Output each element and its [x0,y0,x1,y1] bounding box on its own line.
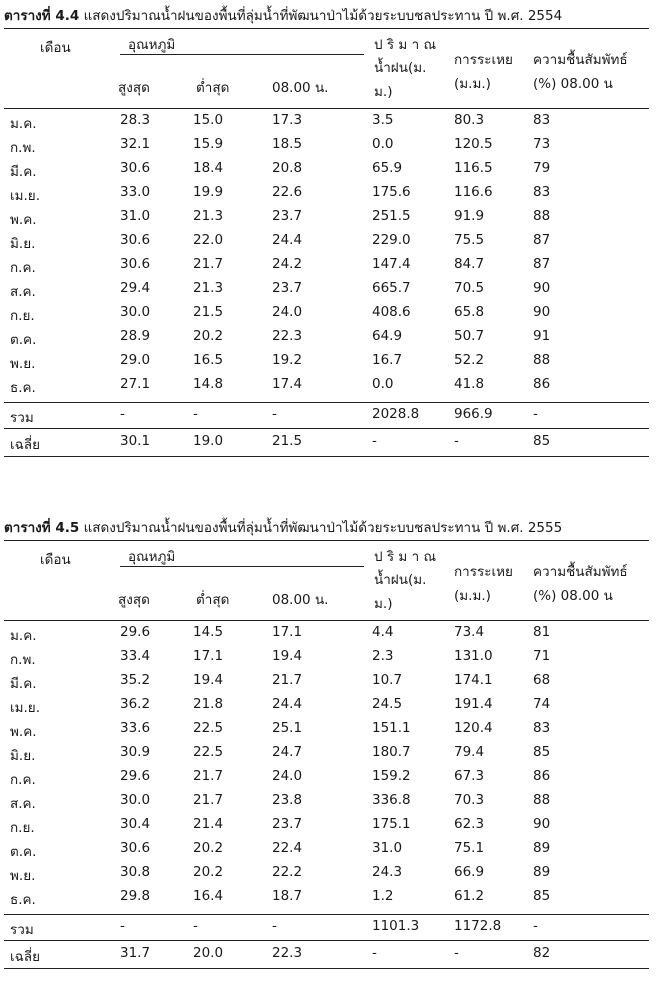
table-row [0,352,657,376]
data-table [0,0,657,488]
value-cell: 30.6 [120,160,151,176]
value-cell: 20.8 [272,160,303,176]
table-row [0,648,657,672]
month-cell: มิ.ย. [10,748,36,764]
average-row [0,945,657,969]
month-cell: ม.ค. [10,116,37,132]
value-cell: 229.0 [372,232,411,248]
value-cell: 131.0 [454,648,493,664]
header-rainfall-2: น้ำฝน(ม. [374,60,427,76]
value-cell: 15.0 [193,112,224,128]
total-cell: - [120,918,125,934]
value-cell: 25.1 [272,720,303,736]
value-cell: 18.5 [272,136,303,152]
value-cell: 24.4 [272,232,303,248]
table-row [0,160,657,184]
header-rainfall-3: ม.) [374,596,393,612]
header-month: เดือน [40,552,71,568]
average-top-rule [4,428,649,429]
value-cell: 87 [533,232,551,248]
value-cell: 21.7 [193,792,224,808]
value-cell: 86 [533,768,551,784]
total-cell: - [272,406,277,422]
header-humidity-1: ความชื้นสัมพัทธ์ [533,52,628,68]
value-cell: 21.7 [272,672,303,688]
month-cell: ต.ค. [10,844,37,860]
table-title: แสดงปริมาณน้ำฝนของพื้นที่ลุ่มน้ำที่พัฒนาป่าไม้ด้วยระบบชลประทาน ปี พ.ศ. 2555 [83,520,563,536]
value-cell: 90 [533,304,551,320]
value-cell: 21.3 [193,280,224,296]
header-min-temp: ต่ำสุด [196,80,230,96]
value-cell: 30.0 [120,792,151,808]
value-cell: 65.8 [454,304,485,320]
value-cell: 0.0 [372,376,394,392]
value-cell: 36.2 [120,696,151,712]
month-cell: มี.ค. [10,164,37,180]
value-cell: 0.0 [372,136,394,152]
value-cell: 22.3 [272,328,303,344]
month-cell: ก.ย. [10,308,35,324]
table-label: ตารางที่ 4.4 [4,8,80,24]
value-cell: 16.4 [193,888,224,904]
value-cell: 67.3 [454,768,485,784]
value-cell: 4.4 [372,624,394,640]
value-cell: 2.3 [372,648,394,664]
table-row [0,328,657,352]
total-cell: 1172.8 [454,918,502,934]
header-temperature: อุณหภูมิ [128,37,176,53]
value-cell: 17.1 [272,624,303,640]
value-cell: 90 [533,816,551,832]
table-bottom-rule [4,968,649,969]
header-rainfall-1: ป ริ ม า ณ [374,549,436,565]
value-cell: 64.9 [372,328,403,344]
value-cell: 31.0 [372,840,403,856]
month-cell: ก.ย. [10,820,35,836]
value-cell: 174.1 [454,672,493,688]
value-cell: 19.2 [272,352,303,368]
value-cell: 30.8 [120,864,151,880]
table-row [0,672,657,696]
value-cell: 71 [533,648,551,664]
table-top-rule [4,28,649,29]
header-min-temp: ต่ำสุด [196,592,230,608]
value-cell: 79.4 [454,744,485,760]
value-cell: 23.7 [272,816,303,832]
header-evaporation-1: การระเหย [454,52,513,68]
total-cell: - [272,918,277,934]
value-cell: 151.1 [372,720,411,736]
header-temp-0800: 08.00 น. [272,80,329,96]
value-cell: 22.6 [272,184,303,200]
value-cell: 91 [533,328,551,344]
value-cell: 147.4 [372,256,411,272]
header-max-temp: สูงสุด [118,80,150,96]
value-cell: 24.0 [272,304,303,320]
value-cell: 83 [533,112,551,128]
table-row [0,304,657,328]
value-cell: 73.4 [454,624,485,640]
header-bottom-rule [4,108,649,109]
value-cell: 20.2 [193,328,224,344]
table-row [0,840,657,864]
value-cell: 87 [533,256,551,272]
value-cell: 191.4 [454,696,493,712]
table-row [0,816,657,840]
table-row [0,624,657,648]
value-cell: 90 [533,280,551,296]
header-temperature: อุณหภูมิ [128,549,176,565]
value-cell: 17.3 [272,112,303,128]
month-cell: ส.ค. [10,796,36,812]
value-cell: 70.3 [454,792,485,808]
total-cell: - [120,406,125,422]
value-cell: 120.5 [454,136,493,152]
value-cell: 1.2 [372,888,394,904]
total-cell: 966.9 [454,406,493,422]
table-row [0,696,657,720]
month-cell: ต.ค. [10,332,37,348]
value-cell: 116.6 [454,184,493,200]
average-cell: - [454,433,459,449]
month-cell: พ.ย. [10,868,36,884]
value-cell: 18.4 [193,160,224,176]
total-cell: 2028.8 [372,406,420,422]
month-cell: มิ.ย. [10,236,36,252]
month-cell: ธ.ค. [10,380,36,396]
value-cell: 30.6 [120,256,151,272]
value-cell: 89 [533,840,551,856]
average-cell: 22.3 [272,945,303,961]
value-cell: 180.7 [372,744,411,760]
value-cell: 79 [533,160,551,176]
value-cell: 41.8 [454,376,485,392]
value-cell: 175.6 [372,184,411,200]
total-row [0,406,657,430]
table-row [0,720,657,744]
value-cell: 22.5 [193,744,224,760]
average-cell: - [372,433,377,449]
value-cell: 31.0 [120,208,151,224]
value-cell: 91.9 [454,208,485,224]
average-top-rule [4,940,649,941]
value-cell: 336.8 [372,792,411,808]
average-cell: 82 [533,945,551,961]
month-cell: มี.ค. [10,676,37,692]
total-cell: - [193,406,198,422]
value-cell: 88 [533,208,551,224]
month-cell: ม.ค. [10,628,37,644]
average-row [0,433,657,457]
month-cell: ธ.ค. [10,892,36,908]
average-label: เฉลี่ย [10,949,40,965]
value-cell: 83 [533,184,551,200]
table-bottom-rule [4,456,649,457]
value-cell: 22.2 [272,864,303,880]
value-cell: 21.3 [193,208,224,224]
value-cell: 24.5 [372,696,403,712]
value-cell: 84.7 [454,256,485,272]
total-cell: - [193,918,198,934]
value-cell: 24.4 [272,696,303,712]
value-cell: 17.1 [193,648,224,664]
value-cell: 29.8 [120,888,151,904]
value-cell: 75.1 [454,840,485,856]
value-cell: 30.6 [120,840,151,856]
header-humidity-2: (%) 08.00 น [533,76,613,92]
month-cell: ก.พ. [10,140,36,156]
value-cell: 85 [533,744,551,760]
average-cell: - [454,945,459,961]
value-cell: 19.4 [193,672,224,688]
table-row [0,376,657,400]
average-cell: - [372,945,377,961]
value-cell: 20.2 [193,840,224,856]
value-cell: 159.2 [372,768,411,784]
value-cell: 29.6 [120,624,151,640]
value-cell: 65.9 [372,160,403,176]
header-max-temp: สูงสุด [118,592,150,608]
month-cell: ส.ค. [10,284,36,300]
table-row [0,864,657,888]
value-cell: 86 [533,376,551,392]
value-cell: 32.1 [120,136,151,152]
value-cell: 18.7 [272,888,303,904]
value-cell: 29.0 [120,352,151,368]
value-cell: 16.5 [193,352,224,368]
value-cell: 30.0 [120,304,151,320]
table-title: แสดงปริมาณน้ำฝนของพื้นที่ลุ่มน้ำที่พัฒนาป่าไม้ด้วยระบบชลประทาน ปี พ.ศ. 2554 [83,8,563,24]
header-rainfall-2: น้ำฝน(ม. [374,572,427,588]
table-caption [4,4,562,26]
value-cell: 35.2 [120,672,151,688]
header-bottom-rule [4,620,649,621]
total-top-rule [4,914,649,915]
value-cell: 33.0 [120,184,151,200]
table-row [0,112,657,136]
total-top-rule [4,402,649,403]
value-cell: 14.8 [193,376,224,392]
value-cell: 75.5 [454,232,485,248]
value-cell: 83 [533,720,551,736]
value-cell: 19.9 [193,184,224,200]
value-cell: 33.4 [120,648,151,664]
average-cell: 19.0 [193,433,224,449]
table-caption [4,516,562,538]
table-row [0,792,657,816]
header-evaporation-1: การระเหย [454,564,513,580]
value-cell: 251.5 [372,208,411,224]
value-cell: 22.5 [193,720,224,736]
value-cell: 116.5 [454,160,493,176]
value-cell: 23.7 [272,280,303,296]
value-cell: 30.4 [120,816,151,832]
value-cell: 33.6 [120,720,151,736]
value-cell: 15.9 [193,136,224,152]
value-cell: 22.0 [193,232,224,248]
value-cell: 80.3 [454,112,485,128]
header-humidity-1: ความชื้นสัมพัทธ์ [533,564,628,580]
average-cell: 30.1 [120,433,151,449]
value-cell: 665.7 [372,280,411,296]
value-cell: 24.2 [272,256,303,272]
header-evaporation-2: (ม.ม.) [454,76,491,92]
value-cell: 14.5 [193,624,224,640]
header-rainfall-1: ป ริ ม า ณ [374,37,436,53]
table-label: ตารางที่ 4.5 [4,520,80,536]
month-cell: ก.พ. [10,652,36,668]
value-cell: 88 [533,352,551,368]
table-row [0,136,657,160]
value-cell: 73 [533,136,551,152]
value-cell: 30.6 [120,232,151,248]
month-cell: ก.ค. [10,772,36,788]
value-cell: 89 [533,864,551,880]
table-row [0,888,657,912]
value-cell: 120.4 [454,720,493,736]
value-cell: 27.1 [120,376,151,392]
value-cell: 52.2 [454,352,485,368]
value-cell: 19.4 [272,648,303,664]
value-cell: 17.4 [272,376,303,392]
value-cell: 61.2 [454,888,485,904]
value-cell: 22.4 [272,840,303,856]
average-cell: 20.0 [193,945,224,961]
value-cell: 21.8 [193,696,224,712]
table-row [0,256,657,280]
value-cell: 21.4 [193,816,224,832]
value-cell: 28.9 [120,328,151,344]
value-cell: 23.7 [272,208,303,224]
value-cell: 21.7 [193,768,224,784]
value-cell: 50.7 [454,328,485,344]
value-cell: 28.3 [120,112,151,128]
value-cell: 85 [533,888,551,904]
table-row [0,744,657,768]
value-cell: 62.3 [454,816,485,832]
value-cell: 10.7 [372,672,403,688]
month-cell: ก.ค. [10,260,36,276]
month-cell: พ.ย. [10,356,36,372]
value-cell: 74 [533,696,551,712]
header-month: เดือน [40,40,71,56]
average-cell: 31.7 [120,945,151,961]
table-row [0,232,657,256]
average-cell: 85 [533,433,551,449]
month-cell: เม.ย. [10,700,41,716]
value-cell: 68 [533,672,551,688]
value-cell: 23.8 [272,792,303,808]
table-top-rule [4,540,649,541]
month-cell: เม.ย. [10,188,41,204]
value-cell: 21.5 [193,304,224,320]
total-cell: - [533,406,538,422]
total-cell: 1101.3 [372,918,420,934]
total-row [0,918,657,942]
total-cell: - [533,918,538,934]
value-cell: 16.7 [372,352,403,368]
value-cell: 408.6 [372,304,411,320]
data-table [0,512,657,1000]
header-temp-0800: 08.00 น. [272,592,329,608]
value-cell: 81 [533,624,551,640]
month-cell: พ.ค. [10,724,37,740]
table-row [0,208,657,232]
value-cell: 24.3 [372,864,403,880]
value-cell: 3.5 [372,112,394,128]
average-cell: 21.5 [272,433,303,449]
value-cell: 175.1 [372,816,411,832]
average-label: เฉลี่ย [10,437,40,453]
value-cell: 20.2 [193,864,224,880]
value-cell: 29.4 [120,280,151,296]
header-rainfall-3: ม.) [374,84,393,100]
value-cell: 24.0 [272,768,303,784]
table-row [0,280,657,304]
value-cell: 21.7 [193,256,224,272]
table-row [0,768,657,792]
value-cell: 66.9 [454,864,485,880]
table-row [0,184,657,208]
value-cell: 30.9 [120,744,151,760]
total-label: รวม [10,410,34,426]
header-humidity-2: (%) 08.00 น [533,588,613,604]
month-cell: พ.ค. [10,212,37,228]
value-cell: 70.5 [454,280,485,296]
value-cell: 88 [533,792,551,808]
total-label: รวม [10,922,34,938]
value-cell: 29.6 [120,768,151,784]
header-evaporation-2: (ม.ม.) [454,588,491,604]
value-cell: 24.7 [272,744,303,760]
